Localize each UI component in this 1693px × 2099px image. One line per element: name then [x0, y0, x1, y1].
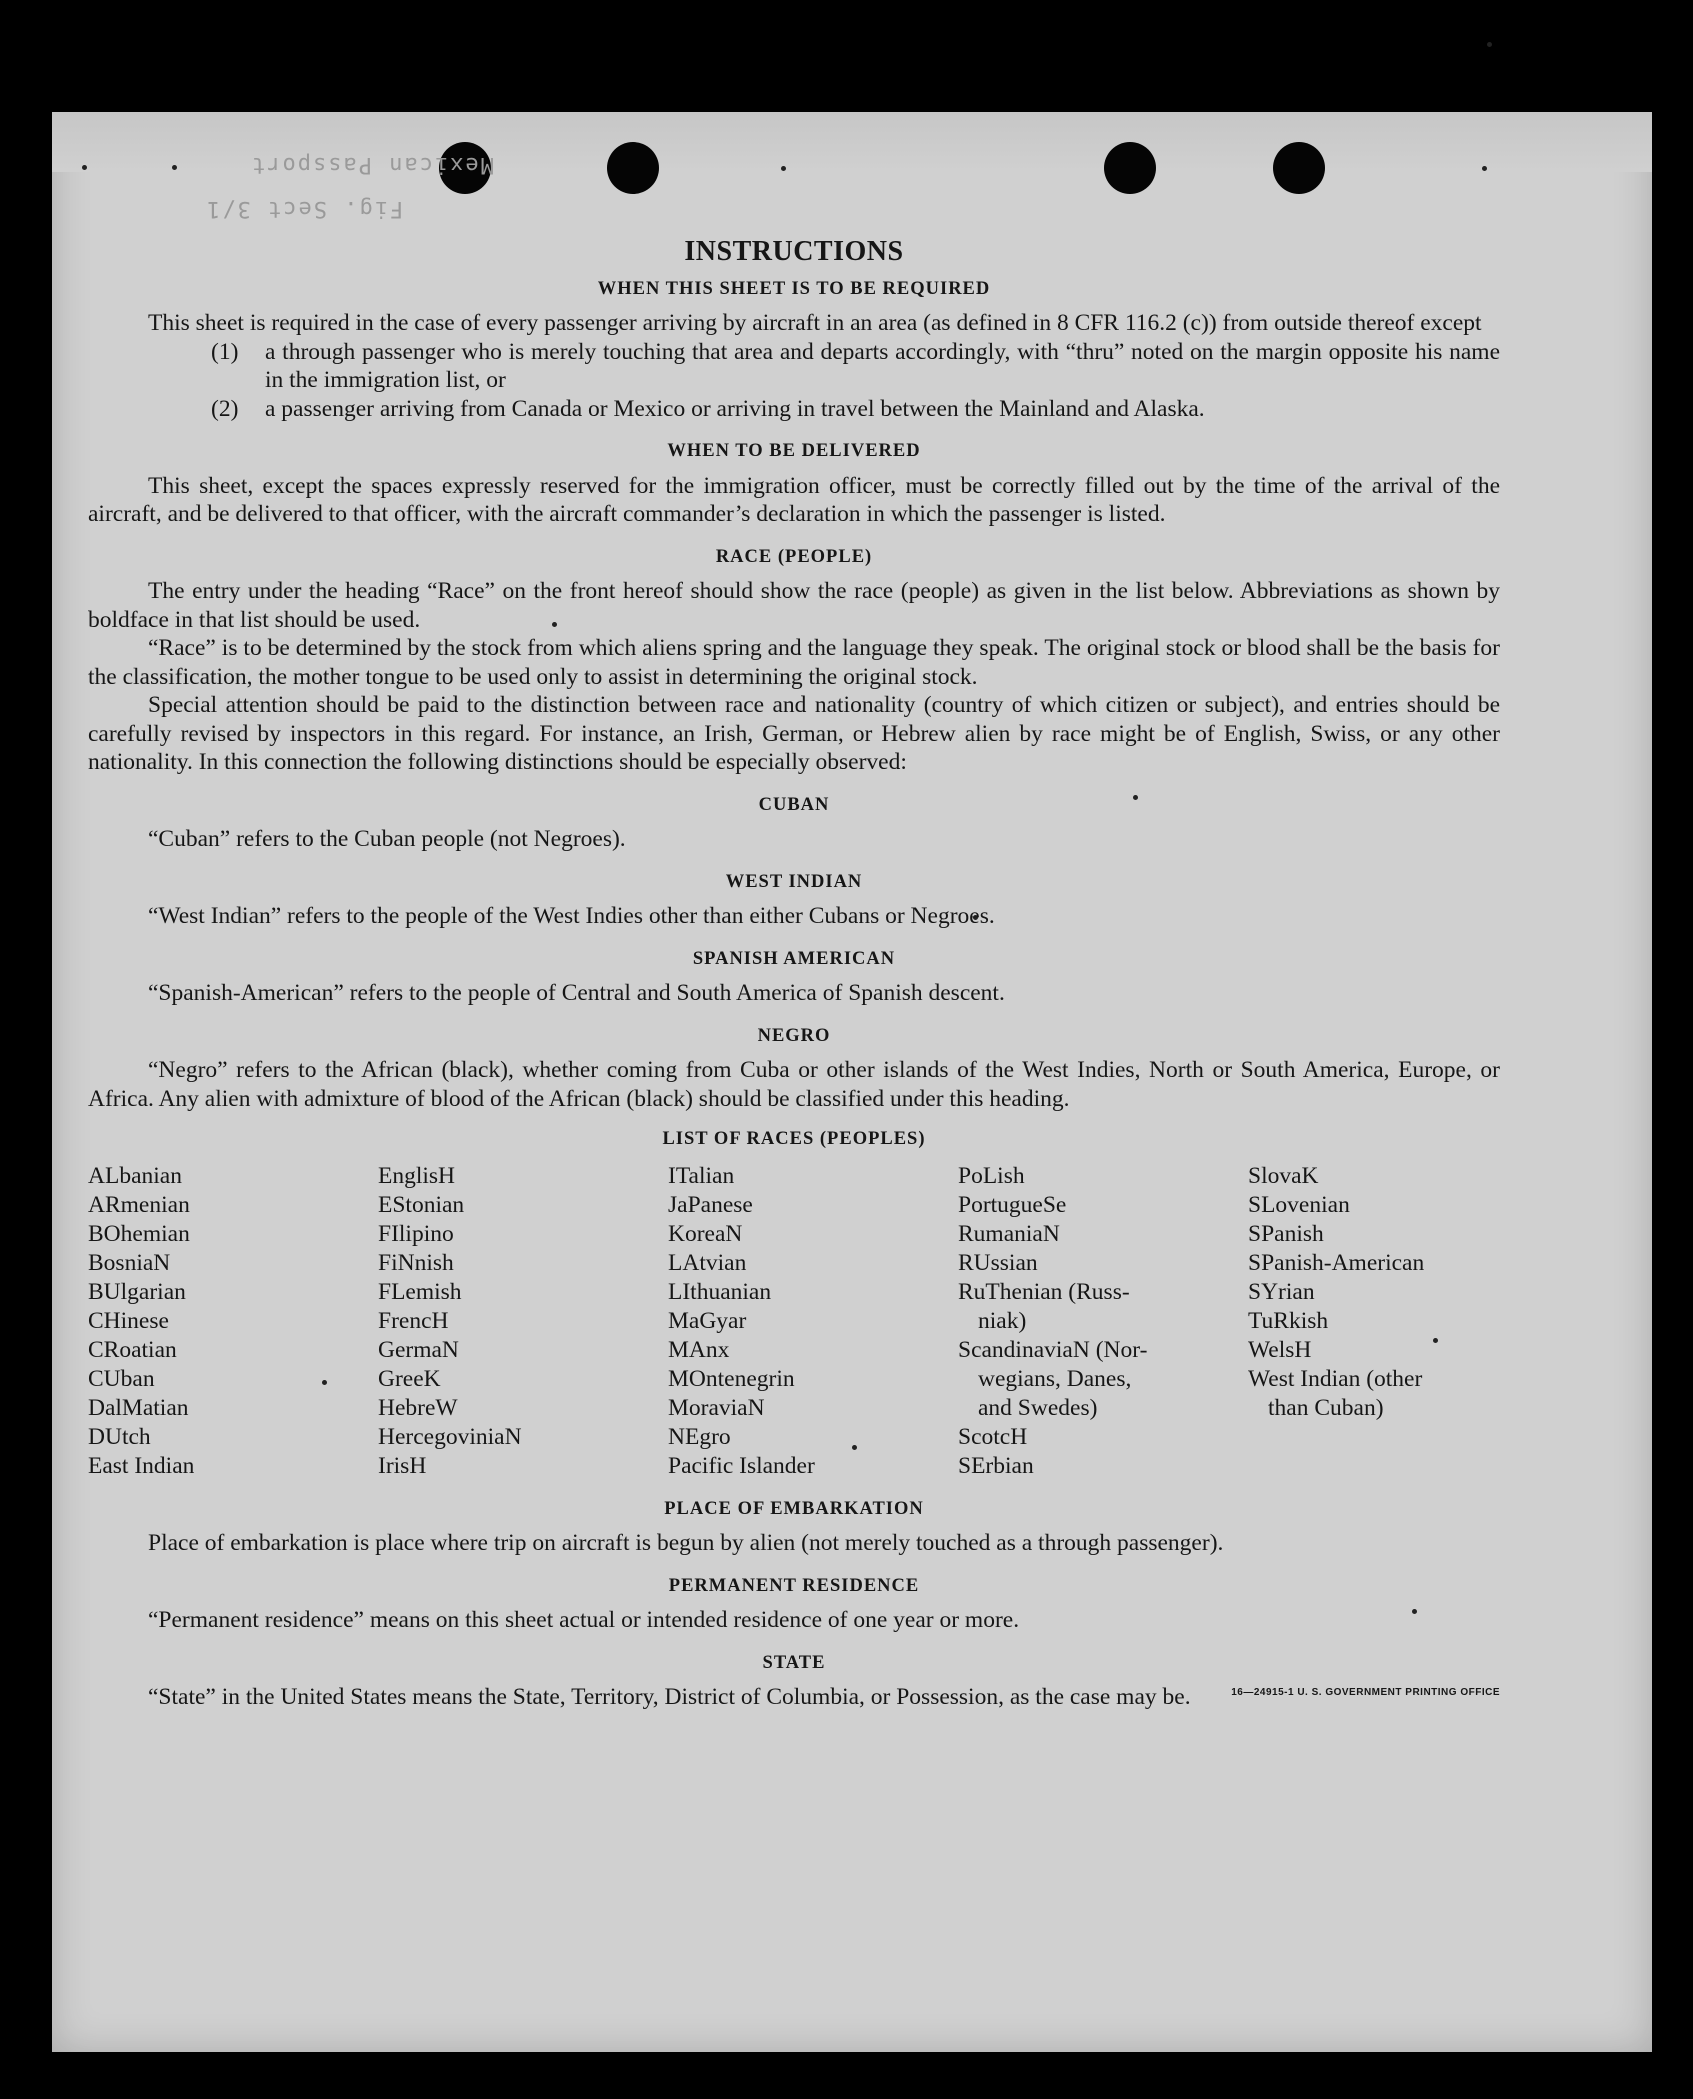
- race-entry: JaPanese: [668, 1191, 753, 1218]
- race-entry: FrencH: [378, 1307, 449, 1334]
- heading-spanish-american: SPANISH AMERICAN: [692, 948, 896, 969]
- race-entry-continued: niak): [978, 1307, 1027, 1334]
- race-entry: DUtch: [88, 1423, 151, 1450]
- race-entry: BUlgarian: [88, 1278, 186, 1305]
- race-list: [88, 1162, 1500, 1481]
- race-entry: BosniaN: [88, 1249, 171, 1276]
- exception-text: a through passenger who is merely touching that area and departs accordingly, with “thru” noted on the margin opposite his name in the immigration list, or: [265, 338, 1500, 393]
- heading-list-of-races: LIST OF RACES (PEOPLES): [662, 1129, 926, 1149]
- bleed-through-text: Mexican Passport: [250, 152, 494, 177]
- speck: [1487, 42, 1492, 47]
- exception-number: (1): [211, 338, 239, 365]
- race-entry: DalMatian: [88, 1394, 189, 1421]
- race-paragraph-1: The entry under the heading “Race” on the front hereof should show the race (people) as given in the list below. Abbreviations as shown by boldface in that list should be used.: [88, 578, 1500, 633]
- race-entry: MoraviaN: [668, 1394, 765, 1421]
- bleed-through-text: Fig. Sect 3/1: [205, 196, 404, 221]
- exception-item: [211, 338, 1500, 395]
- race-entry: ScotcH: [958, 1423, 1028, 1450]
- race-entry: FIlipino: [378, 1220, 454, 1247]
- race-entry: MaGyar: [668, 1307, 747, 1334]
- race-entry: East Indian: [88, 1452, 195, 1479]
- race-entry: WelsH: [1248, 1336, 1312, 1363]
- page-title: INSTRUCTIONS: [684, 236, 904, 267]
- punch-hole: [1104, 142, 1156, 194]
- race-column: [88, 1162, 378, 1481]
- race-entry: MAnx: [668, 1336, 730, 1363]
- race-entry: GermaN: [378, 1336, 459, 1363]
- west-indian-text: “West Indian” refers to the people of the West Indies other than either Cubans or Negroes.: [148, 903, 995, 929]
- punch-hole: [1273, 142, 1325, 194]
- race-entry: ScandinaviaN (Nor-: [958, 1336, 1148, 1363]
- race-paragraph-3: Special attention should be paid to the distinction between race and nationality (country of which citizen or subject), and entries should be carefully revised by inspectors in this regard. For instance, an Irish, German, or Hebrew alien by race might be of English, Swiss, or any other nationality. In this connection the following distinctions should be especially observed:: [88, 692, 1500, 775]
- punch-hole: [607, 142, 659, 194]
- when-delivered-text: This sheet, except the spaces expressly reserved for the immigration officer, must be correctly filled out by the time of the arrival of the aircraft, and be delivered to that officer, with the aircraft commander’s declaration in which the passenger is listed.: [88, 472, 1500, 527]
- heading-when-delivered: WHEN TO BE DELIVERED: [667, 441, 921, 461]
- race-entry: CHinese: [88, 1307, 169, 1334]
- spanish-american-text: “Spanish-American” refers to the people of Central and South America of Spanish descent.: [148, 980, 1005, 1006]
- heading-state: STATE: [762, 1652, 826, 1673]
- race-entry: PoLish: [958, 1162, 1025, 1189]
- exception-text: a passenger arriving from Canada or Mexico or arriving in travel between the Mainland and Alaska.: [265, 395, 1205, 422]
- race-entry: LIthuanian: [668, 1278, 772, 1305]
- race-paragraph-2: “Race” is to be determined by the stock from which aliens spring and the language they speak. The original stock or blood shall be the basis for the classification, the mother tongue to be used only to assist in determining the original stock.: [88, 635, 1500, 690]
- race-entry: EnglisH: [378, 1162, 456, 1189]
- heading-embarkation: PLACE OF EMBARKATION: [664, 1498, 924, 1519]
- printing-office-code: 16—24915-1 U. S. GOVERNMENT PRINTING OFFICE: [1231, 1687, 1500, 1698]
- state-text: “State” in the United States means the State, Territory, District of Columbia, or Possession, as the case may be.: [148, 1684, 1191, 1710]
- heading-west-indian: WEST INDIAN: [725, 871, 863, 892]
- race-entry: HebreW: [378, 1394, 458, 1421]
- race-entry: HercegoviniaN: [378, 1423, 522, 1450]
- race-column: [378, 1162, 668, 1481]
- race-entry: KoreaN: [668, 1220, 743, 1247]
- race-entry-continued: and Swedes): [978, 1394, 1098, 1421]
- negro-text: “Negro” refers to the African (black), whether coming from Cuba or other islands of the West Indies, North or South America, Europe, or Africa. Any alien with admixture of blood of the African (black) should be classified under this heading.: [88, 1057, 1500, 1112]
- race-entry: IrisH: [378, 1452, 427, 1479]
- race-entry: SPanish: [1248, 1220, 1324, 1247]
- state-block: [88, 1683, 1500, 1712]
- instructions-content: [88, 238, 1500, 1712]
- heading-race: RACE (PEOPLE): [715, 546, 873, 567]
- race-entry: SPanish-American: [1248, 1249, 1425, 1276]
- race-entry-continued: wegians, Danes,: [978, 1365, 1132, 1392]
- race-entry-continued: than Cuban): [1268, 1394, 1384, 1421]
- exception-item: [211, 395, 1500, 424]
- speck: [781, 166, 786, 171]
- race-column: [1248, 1162, 1508, 1481]
- race-entry: SYrian: [1248, 1278, 1315, 1305]
- race-entry: BOhemian: [88, 1220, 190, 1247]
- race-entry: RumaniaN: [958, 1220, 1060, 1247]
- race-entry: LAtvian: [668, 1249, 747, 1276]
- race-entry: RUssian: [958, 1249, 1038, 1276]
- race-entry: FiNnish: [378, 1249, 454, 1276]
- race-entry: NEgro: [668, 1423, 731, 1450]
- race-entry: ARmenian: [88, 1191, 190, 1218]
- when-required-intro: This sheet is required in the case of every passenger arriving by aircraft in an area (as defined in 8 CFR 116.2 (c)) from outside thereof except: [148, 310, 1482, 336]
- heading-permanent-residence: PERMANENT RESIDENCE: [668, 1575, 920, 1596]
- speck: [82, 165, 87, 170]
- race-entry: SErbian: [958, 1452, 1034, 1479]
- race-entry: West Indian (other: [1248, 1365, 1423, 1392]
- race-entry: PortugueSe: [958, 1191, 1067, 1218]
- speck: [172, 165, 177, 170]
- race-entry: MOntenegrin: [668, 1365, 795, 1392]
- race-entry: CRoatian: [88, 1336, 177, 1363]
- permanent-residence-text: “Permanent residence” means on this sheet actual or intended residence of one year or more.: [148, 1607, 1020, 1633]
- race-entry: TuRkish: [1248, 1307, 1329, 1334]
- heading-cuban: CUBAN: [758, 794, 830, 815]
- race-entry: SLovenian: [1248, 1191, 1350, 1218]
- heading-negro: NEGRO: [757, 1025, 831, 1046]
- race-entry: ITalian: [668, 1162, 735, 1189]
- embarkation-text: Place of embarkation is place where trip on aircraft is begun by alien (not merely touched as a through passenger).: [148, 1530, 1224, 1556]
- speck: [1482, 166, 1487, 171]
- cuban-text: “Cuban” refers to the Cuban people (not Negroes).: [148, 826, 626, 852]
- race-entry: CUban: [88, 1365, 155, 1392]
- race-entry: EStonian: [378, 1191, 465, 1218]
- race-entry: SlovaK: [1248, 1162, 1319, 1189]
- exception-number: (2): [211, 395, 239, 422]
- race-entry: GreeK: [378, 1365, 441, 1392]
- race-entry: ALbanian: [88, 1162, 182, 1189]
- race-column: [958, 1162, 1248, 1481]
- heading-when-required: WHEN THIS SHEET IS TO BE REQUIRED: [597, 278, 991, 299]
- race-entry: Pacific Islander: [668, 1452, 815, 1479]
- race-entry: RuThenian (Russ-: [958, 1278, 1130, 1305]
- race-entry: FLemish: [378, 1278, 462, 1305]
- race-column: [668, 1162, 958, 1481]
